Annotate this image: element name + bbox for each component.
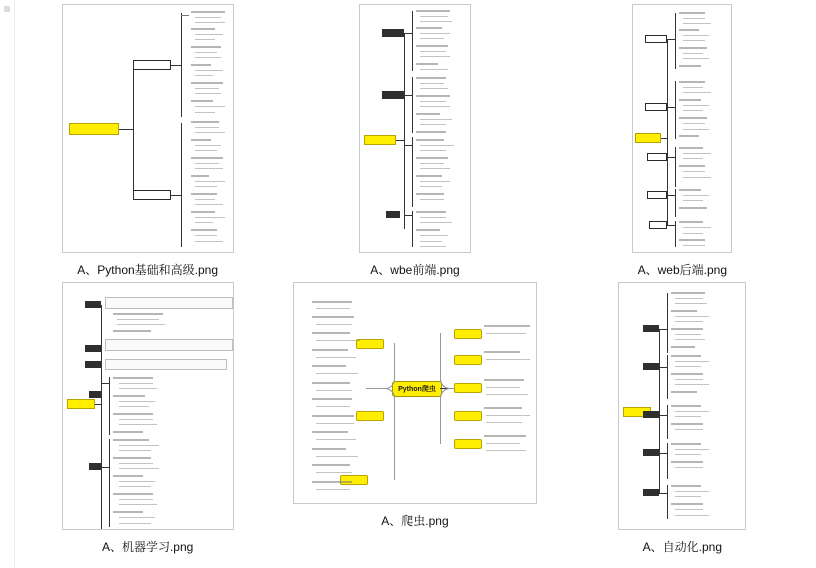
gallery-item-caption: A、Python基础和高级.png: [77, 263, 219, 277]
gallery-item-web-backend[interactable]: [549, 0, 816, 278]
mindmap-center-label: Python爬虫: [392, 381, 442, 397]
thumbnail-image-spider[interactable]: [293, 282, 537, 504]
rail-marker-icon: [4, 6, 10, 12]
thumbnail-grid: [14, 0, 816, 568]
thumbnail-image-web-frontend[interactable]: [359, 4, 471, 253]
thumbnail-image-web-backend[interactable]: [632, 4, 732, 253]
thumbnail-image-automation[interactable]: [618, 282, 746, 530]
gallery-item-web-frontend[interactable]: [281, 0, 548, 278]
gallery-item-python-basics[interactable]: [14, 0, 281, 278]
left-rail: [0, 0, 15, 568]
gallery-item-caption: A、wbe前端.png: [370, 263, 460, 277]
gallery-item-caption: A、机器学习.png: [101, 540, 194, 554]
gallery-item-caption: A、自动化.png: [642, 540, 723, 554]
gallery-item-caption: A、爬虫.png: [381, 514, 449, 528]
gallery-item-caption: A、web后端.png: [637, 263, 728, 277]
thumbnail-image-machine-learning[interactable]: [62, 282, 234, 530]
thumbnail-image-python-basics[interactable]: [62, 4, 234, 253]
gallery-item-spider[interactable]: [281, 278, 548, 556]
gallery-item-machine-learning[interactable]: [14, 278, 281, 556]
gallery-item-automation[interactable]: [549, 278, 816, 556]
